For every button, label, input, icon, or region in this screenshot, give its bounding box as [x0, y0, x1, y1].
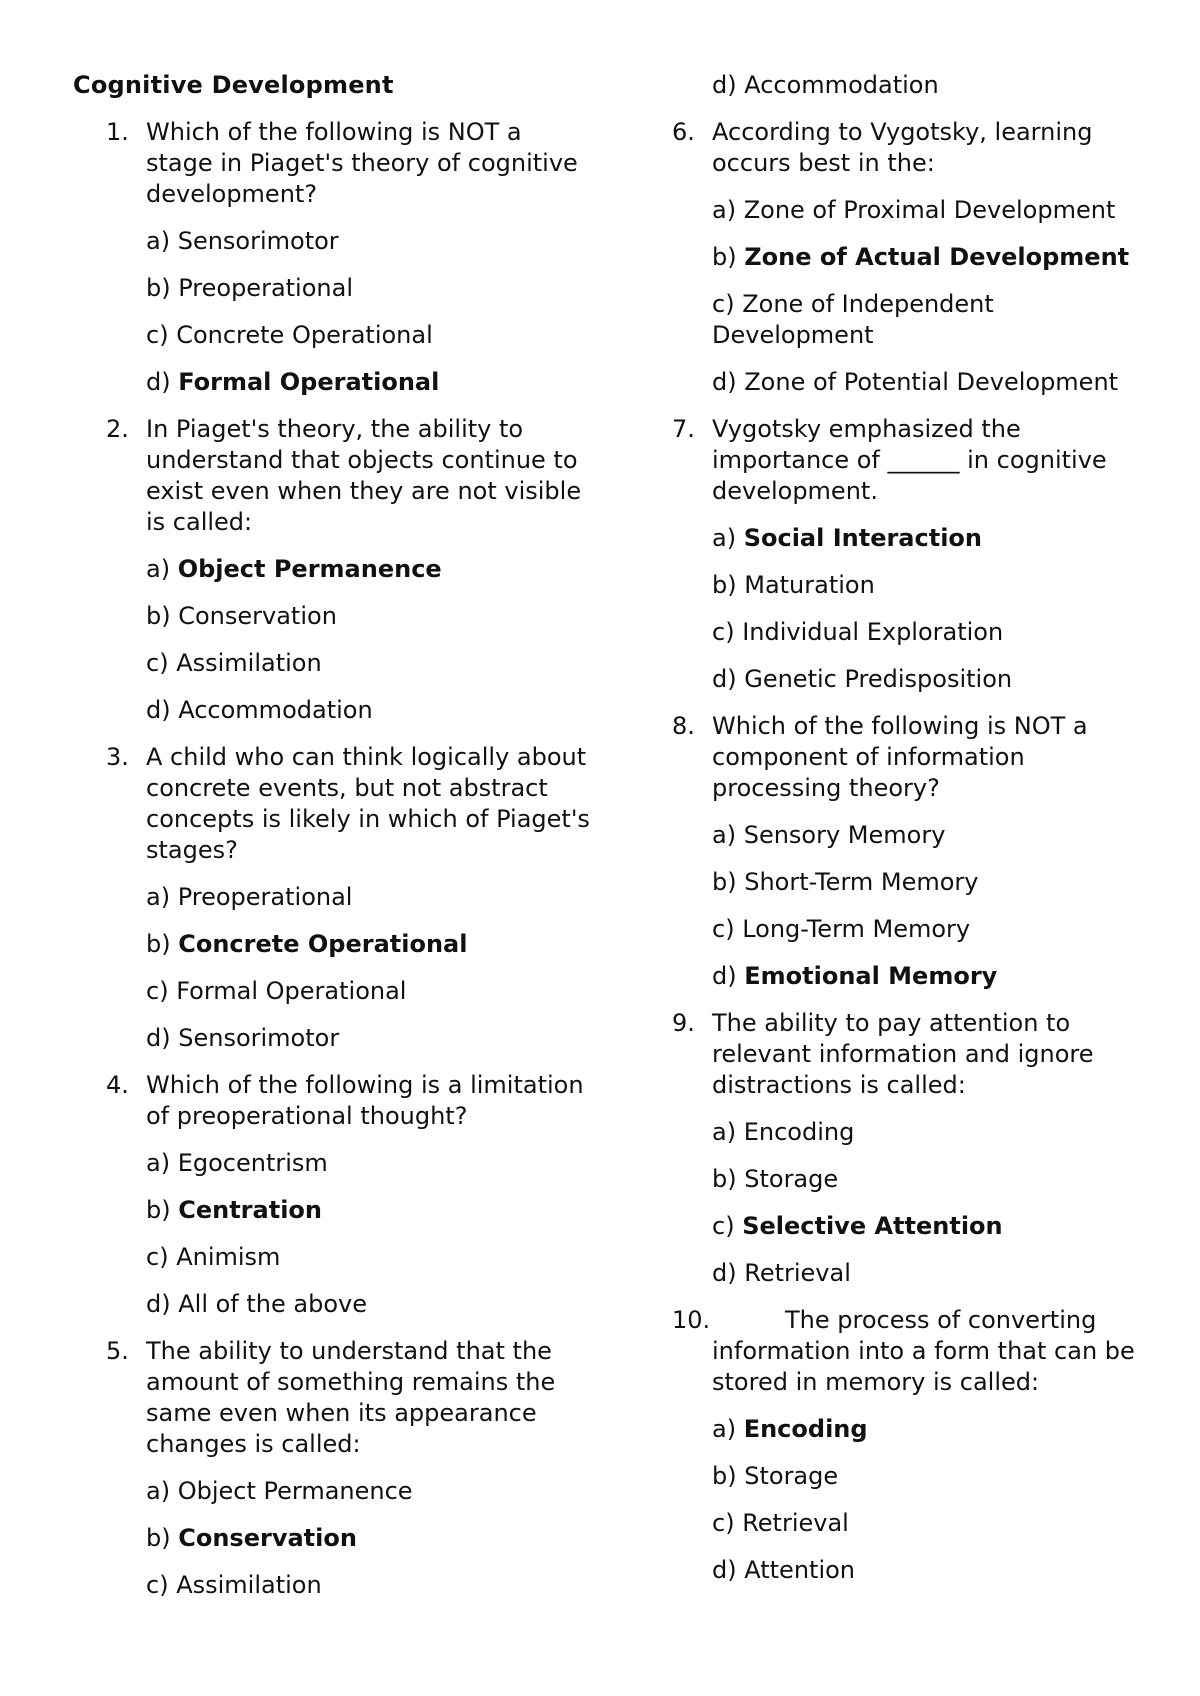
question-10: [672, 1305, 1142, 1398]
question-number: 3.: [106, 743, 129, 771]
option-1c: c) Concrete Operational: [146, 321, 433, 349]
option-9b: b) Storage: [712, 1165, 839, 1193]
question-number: 2.: [106, 415, 129, 443]
option-1b: b) Preoperational: [146, 274, 353, 302]
question-8: [672, 711, 1142, 804]
option-7d: d) Genetic Predisposition: [712, 665, 1013, 693]
option-10a: a) Encoding: [712, 1415, 868, 1443]
left-column: [73, 70, 593, 1617]
option-7a: a) Social Interaction: [712, 524, 983, 552]
option-9d: d) Retrieval: [712, 1259, 851, 1287]
option-1a: a) Sensorimotor: [146, 227, 339, 255]
correct-answer: Centration: [178, 1196, 322, 1224]
option-6a: a) Zone of Proximal Development: [712, 196, 1116, 224]
question-text: According to Vygotsky, learning occurs best in the:: [712, 118, 1093, 177]
question-text: The process of converting information into a form that can be stored in memory is called:: [712, 1306, 1135, 1396]
option-8c: c) Long-Term Memory: [712, 915, 971, 943]
question-5: [73, 1336, 593, 1460]
question-number: 6.: [672, 118, 695, 146]
correct-answer: Formal Operational: [178, 368, 440, 396]
option-3d: d) Sensorimotor: [146, 1024, 340, 1052]
question-text: Which of the following is NOT a component of information processing theory?: [712, 712, 1088, 802]
question-2: [73, 414, 593, 538]
option-5d: d) Accommodation: [712, 71, 939, 99]
correct-answer: Encoding: [743, 1415, 868, 1443]
option-1d: d) Formal Operational: [146, 368, 440, 396]
correct-answer: Selective Attention: [742, 1212, 1003, 1240]
question-text: Which of the following is a limitation of preoperational thought?: [146, 1071, 584, 1130]
question-number: 1.: [106, 118, 129, 146]
document-title: Cognitive Development: [73, 71, 394, 99]
option-2a: a) Object Permanence: [146, 555, 442, 583]
option-4d: d) All of the above: [146, 1290, 367, 1318]
option-9a: a) Encoding: [712, 1118, 855, 1146]
option-9c: c) Selective Attention: [712, 1212, 1003, 1240]
question-number: 5.: [106, 1337, 129, 1365]
option-6d: d) Zone of Potential Development: [712, 368, 1119, 396]
option-10b: b) Storage: [712, 1462, 839, 1490]
right-column: [672, 70, 1142, 1602]
option-2b: b) Conservation: [146, 602, 337, 630]
question-9: [672, 1008, 1142, 1101]
question-6: [672, 117, 1142, 179]
question-number: 7.: [672, 415, 695, 443]
correct-answer: Object Permanence: [177, 555, 442, 583]
option-8a: a) Sensory Memory: [712, 821, 946, 849]
option-6b: b) Zone of Actual Development: [712, 243, 1130, 271]
question-number: 4.: [106, 1071, 129, 1099]
question-text: A child who can think logically about concrete events, but not abstract concepts is likely in which of Piaget's stages?: [146, 743, 590, 864]
question-4: [73, 1070, 593, 1132]
option-5a: a) Object Permanence: [146, 1477, 413, 1505]
option-5b: b) Conservation: [146, 1524, 357, 1552]
option-3a: a) Preoperational: [146, 883, 353, 911]
option-5c: c) Assimilation: [146, 1571, 322, 1599]
option-10d: d) Attention: [712, 1556, 855, 1584]
option-3b: b) Concrete Operational: [146, 930, 468, 958]
option-4c: c) Animism: [146, 1243, 281, 1271]
option-7b: b) Maturation: [712, 571, 875, 599]
option-7c: c) Individual Exploration: [712, 618, 1004, 646]
correct-answer: Conservation: [178, 1524, 357, 1552]
correct-answer: Concrete Operational: [178, 930, 468, 958]
question-number: 8.: [672, 712, 695, 740]
correct-answer: Zone of Actual Development: [744, 243, 1130, 271]
question-text: The ability to pay attention to relevant information and ignore distractions is called:: [712, 1009, 1094, 1099]
correct-answer: Social Interaction: [743, 524, 983, 552]
question-number: 9.: [672, 1009, 695, 1037]
option-3c: c) Formal Operational: [146, 977, 407, 1005]
option-2d: d) Accommodation: [146, 696, 373, 724]
question-number: 10.: [672, 1306, 711, 1334]
question-1: [73, 117, 593, 210]
question-text: In Piaget's theory, the ability to understand that objects continue to exist even when they are not visible is called:: [146, 415, 582, 536]
option-6c: c) Zone of Independent Development: [712, 290, 994, 349]
option-10c: c) Retrieval: [712, 1509, 849, 1537]
option-8d: d) Emotional Memory: [712, 962, 998, 990]
question-text: Which of the following is NOT a stage in Piaget's theory of cognitive development?: [146, 118, 578, 208]
option-4a: a) Egocentrism: [146, 1149, 328, 1177]
option-8b: b) Short-Term Memory: [712, 868, 979, 896]
option-4b: b) Centration: [146, 1196, 322, 1224]
question-text: Vygotsky emphasized the importance of ______ in cognitive development.: [712, 415, 1107, 505]
option-2c: c) Assimilation: [146, 649, 322, 677]
question-text: The ability to understand that the amount of something remains the same even when its appearance changes is called:: [146, 1337, 556, 1458]
correct-answer: Emotional Memory: [744, 962, 998, 990]
question-3: [73, 742, 593, 866]
question-7: [672, 414, 1142, 507]
